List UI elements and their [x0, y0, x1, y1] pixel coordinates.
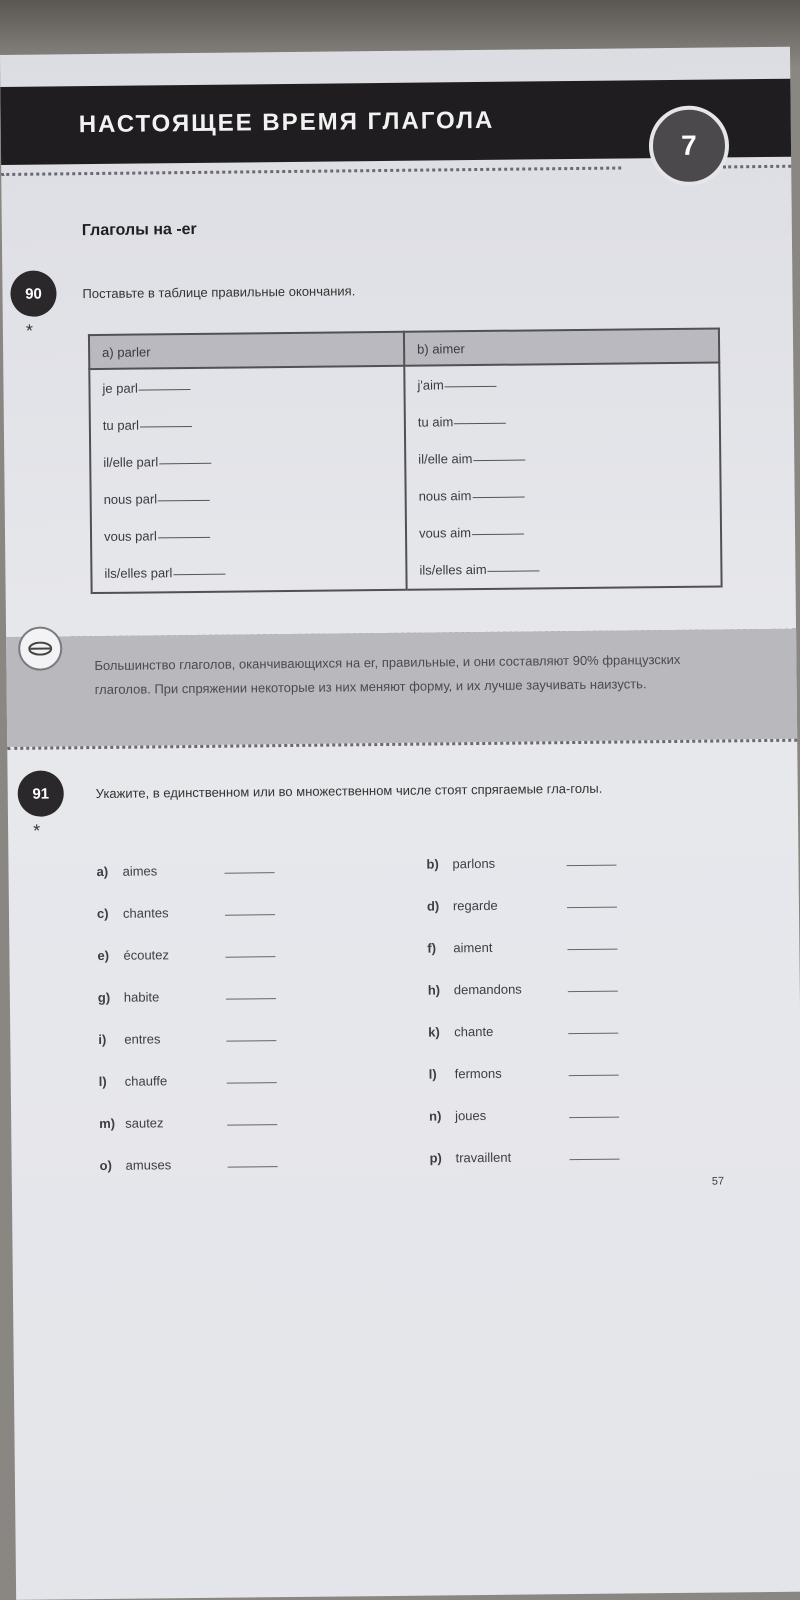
answer-blank[interactable]: [568, 1033, 618, 1035]
answer-blank[interactable]: [472, 495, 524, 498]
option-item: n) joues: [429, 1108, 486, 1124]
exercise-number-badge: 90: [10, 270, 56, 316]
option-item: a) aimes: [96, 863, 157, 879]
option-item: c) chantes: [97, 905, 169, 921]
chapter-number-badge: 7: [649, 105, 730, 186]
exercise-number-badge: 91: [17, 770, 63, 816]
option-item: l) chauffe: [99, 1073, 168, 1089]
answer-blank[interactable]: [173, 572, 225, 575]
answer-blank[interactable]: [473, 458, 525, 461]
answer-blank[interactable]: [140, 425, 192, 428]
verb-form: vous aim: [419, 512, 708, 552]
dotted-divider: [1, 167, 621, 176]
verb-form: tu aim: [418, 401, 707, 441]
verb-form: je parl: [102, 367, 391, 407]
answer-blank[interactable]: [570, 1159, 620, 1161]
option-item: e) écoutez: [97, 947, 169, 963]
answer-blank[interactable]: [158, 498, 210, 501]
difficulty-star: *: [33, 820, 41, 841]
option-item: l) fermons: [429, 1066, 502, 1082]
page-number: 57: [711, 1175, 725, 1188]
option-item: o) amuses: [100, 1157, 172, 1173]
conjugation-table: [88, 327, 723, 594]
answer-blank[interactable]: [567, 949, 617, 951]
exercise-instruction: Поставьте в таблице правильные окончания.: [82, 283, 356, 302]
column-header: a) parler: [89, 332, 404, 369]
answer-blank[interactable]: [488, 569, 540, 572]
answer-blank[interactable]: [454, 421, 506, 424]
option-item: d) regarde: [427, 898, 498, 914]
option-item: k) chante: [428, 1024, 493, 1040]
dotted-divider: [723, 165, 791, 169]
option-item: b) parlons: [426, 856, 495, 872]
option-item: f) aiment: [427, 940, 492, 956]
answer-blank[interactable]: [226, 998, 276, 1000]
answer-blank[interactable]: [158, 535, 210, 538]
answer-blank[interactable]: [159, 461, 211, 464]
option-item: p) travaillent: [429, 1150, 511, 1166]
note-text: Большинство глаголов, оканчивающихся на er, правильные, и они составляют 90% французских глаголов. При спряжении некоторые из них меняют форму, и их лучше заучивать наизусть.: [94, 651, 681, 698]
verb-form: tu parl: [103, 404, 392, 444]
answer-blank[interactable]: [567, 865, 617, 867]
answer-blank[interactable]: [227, 1082, 277, 1084]
conjugation-column: [89, 366, 406, 593]
verb-form: il/elle aim: [418, 438, 707, 478]
difficulty-star: *: [25, 320, 34, 341]
lips-icon: [18, 626, 62, 670]
verb-form: ils/elles aim: [419, 549, 708, 589]
verb-form: vous parl: [104, 515, 393, 555]
answer-blank[interactable]: [225, 914, 275, 916]
section-title: Глаголы на -er: [81, 220, 197, 240]
verb-form: nous parl: [103, 478, 392, 518]
answer-blank[interactable]: [569, 1117, 619, 1119]
answer-blank[interactable]: [569, 1075, 619, 1077]
workbook-page: [0, 47, 800, 1600]
answer-blank[interactable]: [568, 991, 618, 993]
verb-form: nous aim: [418, 475, 707, 515]
conjugation-column: [404, 362, 721, 589]
answer-blank[interactable]: [226, 1040, 276, 1042]
option-item: i) entres: [98, 1031, 160, 1047]
verb-form: ils/elles parl: [104, 552, 393, 592]
column-header: b) aimer: [404, 328, 719, 365]
answer-blank[interactable]: [225, 872, 275, 874]
answer-blank[interactable]: [445, 384, 497, 387]
answer-blank[interactable]: [225, 956, 275, 958]
verb-form: il/elle parl: [103, 441, 392, 481]
chapter-title: НАСТОЯЩЕЕ ВРЕМЯ ГЛАГОЛА: [78, 106, 495, 139]
option-item: g) habite: [98, 989, 160, 1005]
answer-blank[interactable]: [227, 1124, 277, 1126]
answer-blank[interactable]: [472, 532, 524, 535]
exercise-instruction: Укажите, в единственном или во множественном числе стоят спрягаемые гла-голы.: [95, 780, 603, 802]
answer-blank[interactable]: [567, 907, 617, 909]
option-item: m) sautez: [99, 1115, 163, 1131]
verb-form: j'aim: [417, 364, 706, 404]
answer-blank[interactable]: [139, 388, 191, 391]
option-item: h) demandons: [428, 982, 522, 998]
answer-blank[interactable]: [228, 1166, 278, 1168]
